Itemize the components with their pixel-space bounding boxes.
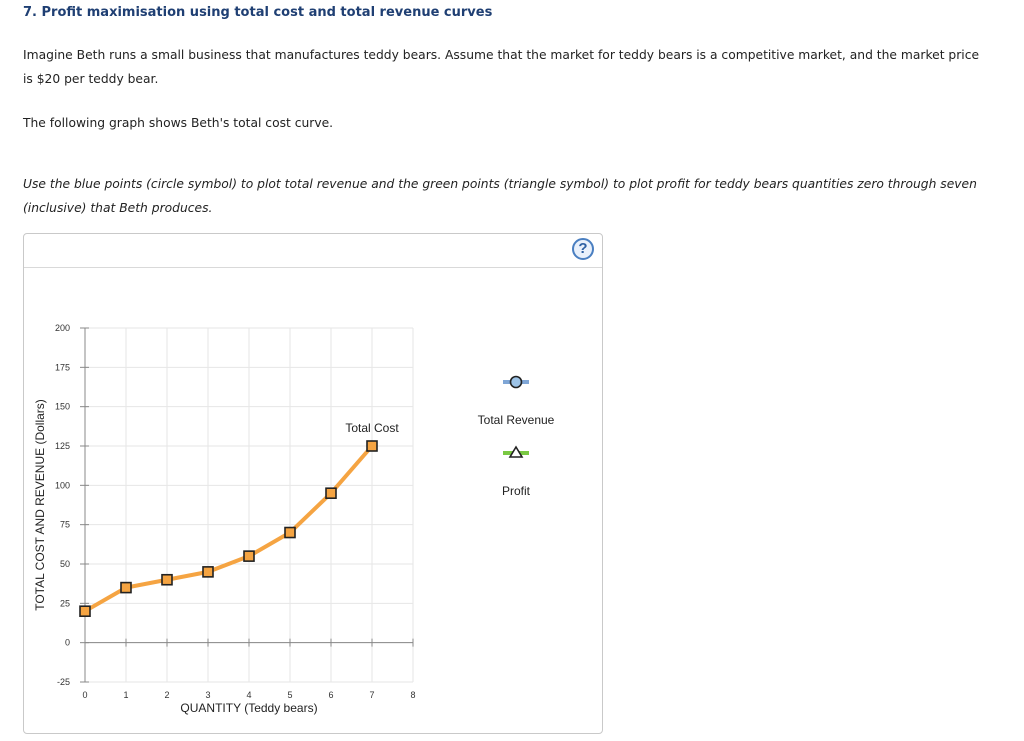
x-tick-label: 1 — [123, 690, 129, 700]
y-tick-label: 50 — [59, 559, 70, 569]
x-tick-label: 0 — [82, 690, 88, 700]
y-tick-label: 175 — [54, 362, 70, 373]
total-cost-point — [285, 528, 295, 538]
profit-legend-label: Profit — [501, 484, 531, 498]
question-title: 7. Profit maximisation using total cost and total revenue curves — [23, 5, 493, 20]
y-tick-label: 200 — [54, 323, 70, 333]
graph-toolbar — [24, 234, 602, 268]
y-tick-label: -25 — [56, 677, 70, 687]
total-cost-point — [80, 606, 90, 616]
total-cost-point — [162, 575, 172, 585]
y-tick-label: 0 — [64, 637, 70, 648]
y-tick-label: 125 — [54, 441, 70, 451]
total-revenue-legend-label: Total Revenue — [477, 413, 555, 427]
total-revenue-tool-circle-icon[interactable] — [511, 377, 522, 388]
x-tick-label: 7 — [369, 690, 375, 700]
total-cost-point — [326, 488, 336, 498]
x-tick-label: 3 — [205, 690, 211, 700]
x-tick-label: 4 — [246, 690, 252, 700]
instructions-text: Use the blue points (circle symbol) to plot total revenue and the green points (triangle symbol) to plot profit for teddy bears quantities zero through seven (inclusive) that Beth produces. — [23, 177, 977, 215]
total-cost-point — [367, 441, 377, 451]
total-cost-point — [203, 567, 213, 577]
y-tick-label: 100 — [54, 480, 70, 491]
x-tick-label: 5 — [287, 690, 293, 700]
cost-revenue-chart[interactable] — [24, 267, 602, 733]
x-axis-title: QUANTITY (Teddy bears) — [180, 701, 318, 715]
graph-intro-text: The following graph shows Beth's total cost curve. — [23, 116, 334, 130]
question-icon[interactable]: ? — [572, 238, 594, 260]
intro-text: Imagine Beth runs a small business that manufactures teddy bears. Assume that the market for teddy bears is a competitive market, and the market price is $20 per teddy bear. — [23, 48, 980, 86]
y-axis-title: TOTAL COST AND REVENUE (Dollars) — [33, 399, 47, 611]
y-tick-label: 75 — [59, 519, 70, 530]
x-tick-label: 2 — [164, 690, 170, 700]
x-tick-label: 6 — [328, 690, 334, 700]
total-cost-label: Total Cost — [345, 421, 399, 435]
graph-panel — [23, 233, 603, 734]
total-cost-point — [244, 551, 254, 561]
y-tick-label: 150 — [54, 401, 70, 412]
total-cost-point — [121, 583, 131, 593]
x-tick-label: 8 — [410, 690, 416, 700]
y-tick-label: 25 — [59, 598, 70, 609]
